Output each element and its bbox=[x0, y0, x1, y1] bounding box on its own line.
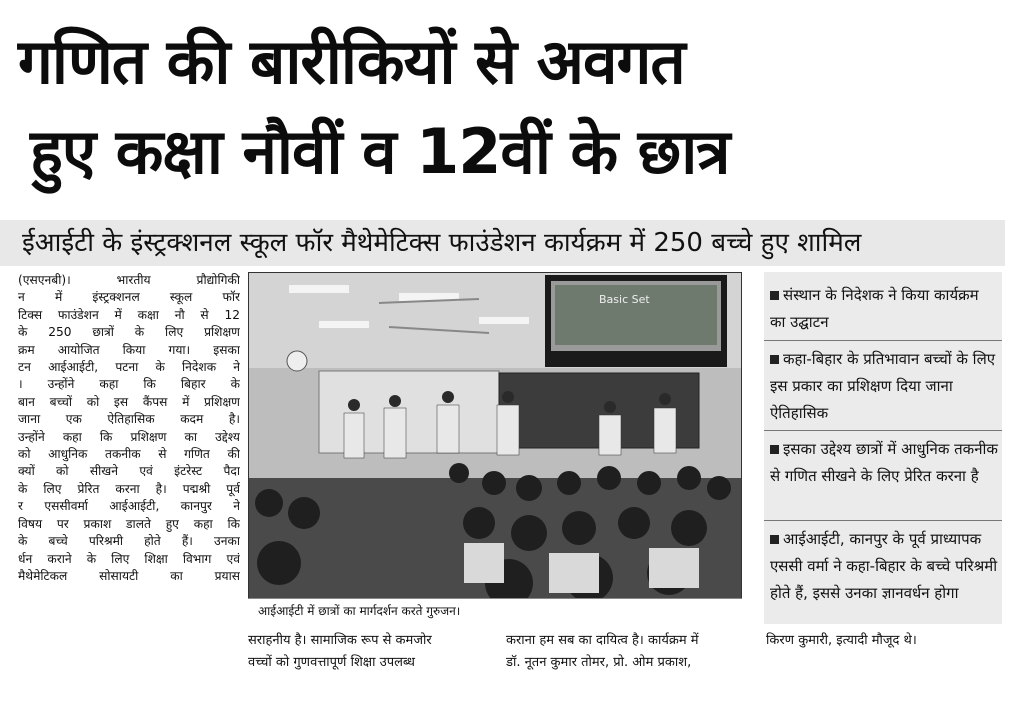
article-text-line: टिक्स फाउंडेशन में कक्षा नौ से 12 bbox=[18, 307, 240, 322]
highlight-item: कहा-बिहार के प्रतिभावान बच्चों के लिए इस प्रकार का प्रशिक्षण दिया जाना ऐतिहासिक bbox=[770, 350, 996, 422]
board-text: Basic Set bbox=[599, 293, 650, 306]
article-text-line: क्रम आयोजित किया गया। इसका bbox=[18, 342, 240, 357]
subheadline: ईआईटी के इंस्ट्रक्शनल स्कूल फॉर मैथेमेटिक्स फाउंडेशन कार्यक्रम में 250 बच्चे हुए शामिल bbox=[0, 220, 1005, 266]
bottom-column-3: किरण कुमारी, इत्यादी मौजूद थे। bbox=[766, 633, 917, 648]
divider bbox=[764, 340, 1002, 341]
article-text-line: उन्होंने कहा कि प्रशिक्षण का उद्देश्य bbox=[18, 429, 240, 444]
article-text-line: के बच्चे परिश्रमी होते हैं। उनका bbox=[18, 534, 240, 549]
left-article-column bbox=[18, 272, 240, 672]
divider bbox=[764, 430, 1002, 431]
article-text-line: मैथेमेटिकल सोसायटी का प्रयास bbox=[18, 568, 240, 583]
article-text-line: टन आईआईटी, पटना के निदेशक ने bbox=[18, 360, 240, 375]
square-bullet-icon bbox=[770, 291, 779, 300]
square-bullet-icon bbox=[770, 355, 779, 364]
article-text-line: । उन्होंने कहा कि बिहार के bbox=[18, 377, 240, 392]
divider bbox=[764, 520, 1002, 521]
classroom-photo bbox=[249, 273, 742, 622]
square-bullet-icon bbox=[770, 535, 779, 544]
highlight-item: संस्थान के निदेशक ने किया कार्यक्रम का उद्घाटन bbox=[770, 286, 979, 331]
article-text-line: को आधुनिक तकनीक से गणित की bbox=[18, 447, 240, 462]
bottom-column-1: सराहनीय है। सामाजिक रूप से कमजोर वच्चों को गुणवत्तापूर्ण शिक्षा उपलब्ध bbox=[248, 633, 432, 670]
article-text-line: न में इंस्ट्रक्शनल स्कूल फॉर bbox=[18, 290, 240, 305]
article-text-line: क्यों को सीखने एवं इंटरेस्ट पैदा bbox=[18, 464, 240, 479]
square-bullet-icon bbox=[770, 445, 779, 454]
article-text-line: के लिए प्रेरित करना है। पद्मश्री पूर्व bbox=[18, 481, 240, 496]
article-text-line: र्धन कराने के लिए शिक्षा विभाग एवं bbox=[18, 551, 240, 566]
article-text-line: (एसएनबी)। भारतीय प्रौद्योगिकी bbox=[18, 273, 240, 287]
news-photo bbox=[248, 272, 742, 622]
headline-line-2: हुए कक्षा नौवीं व 12वीं के छात्र bbox=[30, 115, 730, 188]
highlight-item: इसका उद्देश्य छात्रों में आधुनिक तकनीक से गणित सीखने के लिए प्रेरित करना है bbox=[770, 440, 998, 485]
headline-line-1: गणित की बारीकियों से अवगत bbox=[18, 25, 685, 98]
photo-caption: आईआईटी में छात्रों का मार्गदर्शन करते गुरुजन। bbox=[248, 598, 742, 622]
highlights-sidebar bbox=[764, 272, 1002, 624]
bottom-column-2: कराना हम सब का दायित्व है। कार्यक्रम में डॉ. नूतन कुमार तोमर, प्रो. ओम प्रकाश, bbox=[506, 633, 699, 670]
highlight-item: आईआईटी, कानपुर के पूर्व प्राध्यापक एससी वर्मा ने कहा-बिहार के बच्चे परिश्रमी होते हैं, इससे उनका ज्ञानवर्धन होगा bbox=[770, 530, 998, 602]
article-text-line: के 250 छात्रों के लिए प्रशिक्षण bbox=[18, 325, 240, 340]
article-text-line: जाना एक ऐतिहासिक कदम है। bbox=[18, 412, 240, 427]
article-text-line: र एससीवर्मा आईआईटी, कानपुर ने bbox=[18, 499, 240, 514]
article-text-line: विषय पर प्रकाश डालते हुए कहा कि bbox=[18, 516, 240, 531]
article-text-line: बान बच्चों को इस कैंपस में प्रशिक्षण bbox=[18, 394, 240, 409]
